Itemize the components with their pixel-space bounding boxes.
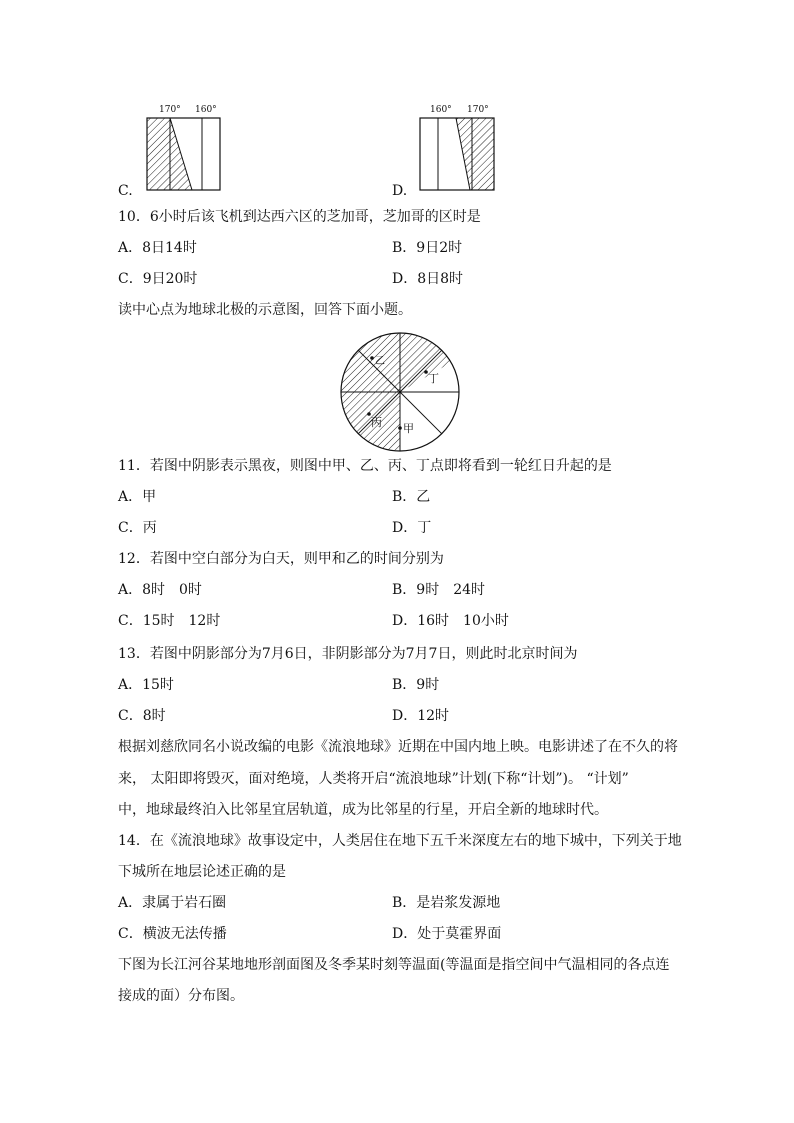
intro-film-line-1: 根据刘慈欣同名小说改编的电影《流浪地球》近期在中国内地上映。电影讲述了在不久的将: [118, 739, 678, 755]
q14-option-a: A．隶属于岩石圈: [118, 895, 227, 911]
q12-stem: 12．若图中空白部分为白天，则甲和乙的时间分别为: [118, 551, 444, 567]
q14-stem-line-2: 下城所在地层论述正确的是: [118, 864, 286, 880]
q11-stem: 11．若图中阴影表示黑夜，则图中甲、乙、丙、丁点即将看到一轮红日升起的是: [118, 458, 612, 474]
q14-option-c: C．横波无法传播: [118, 926, 227, 942]
diagram-d-shade: [456, 118, 494, 190]
q12-option-a: A．8时 0时: [118, 582, 202, 598]
q13-stem: 13．若图中阴影部分为7月6日，非阴影部分为7月7日，则此时北京时间为: [118, 646, 578, 662]
q13-option-b: B．9时: [392, 677, 440, 693]
label-yi: 乙: [375, 356, 385, 367]
q10-option-d: D．8日8时: [392, 271, 464, 287]
option-c-label: C.: [118, 183, 133, 199]
diagram-c: [140, 100, 230, 195]
diagram-d-label-170: 170°: [467, 105, 489, 115]
intro-polar: 读中心点为地球北极的示意图，回答下面小题。: [118, 302, 412, 318]
diagram-c-label-160: 160°: [195, 105, 217, 115]
q10-option-b: B．9日2时: [392, 240, 463, 256]
option-d-label: D.: [392, 183, 408, 199]
q13-option-d: D．12时: [392, 708, 450, 724]
intro-film-line-2: 来， 太阳即将毁灭，面对绝境，人类将开启“流浪地球”计划(下称“计划”)。 “计划”: [118, 771, 629, 787]
q14-stem-line-1: 14．在《流浪地球》故事设定中，人类居住在地下五千米深度左右的地下城中，下列关于地: [118, 833, 682, 849]
q10-stem: 10．6小时后该飞机到达西六区的芝加哥，芝加哥的区时是: [118, 209, 481, 225]
intro-yangtze-line-1: 下图为长江河谷某地地形剖面图及冬季某时刻等温面(等温面是指空间中气温相同的各点连: [118, 957, 670, 973]
label-ding: 丁: [428, 372, 439, 385]
label-jia: 甲: [403, 422, 414, 435]
label-bing: 丙: [371, 416, 382, 429]
q14-option-d: D．处于莫霍界面: [392, 926, 502, 942]
q11-option-b: B．乙: [392, 489, 431, 505]
q12-option-d: D．16时 10小时: [392, 613, 509, 629]
q12-option-c: C．15时 12时: [118, 613, 221, 629]
point-yi: [370, 356, 374, 360]
q10-option-c: C．9日20时: [118, 271, 198, 287]
q13-option-a: A．15时: [118, 677, 174, 693]
intro-film-line-3: 中，地球最终泊入比邻星宜居轨道，成为比邻星的行星，开启全新的地球时代。: [118, 802, 608, 818]
q14-option-b: B．是岩浆发源地: [392, 895, 501, 911]
intro-yangtze-line-2: 接成的面）分布图。: [118, 988, 244, 1004]
polar-diagram: [338, 330, 462, 454]
q12-option-b: B．9时 24时: [392, 582, 486, 598]
q11-option-d: D．丁: [392, 520, 432, 536]
point-jia: [398, 426, 402, 430]
diagram-d-label-160: 160°: [430, 105, 452, 115]
diagram-d: [412, 100, 502, 195]
q13-option-c: C．8时: [118, 708, 166, 724]
q10-option-a: A．8日14时: [118, 240, 197, 256]
q11-option-c: C．丙: [118, 520, 157, 536]
q11-option-a: A．甲: [118, 489, 157, 505]
diagram-c-label-170: 170°: [159, 105, 181, 115]
